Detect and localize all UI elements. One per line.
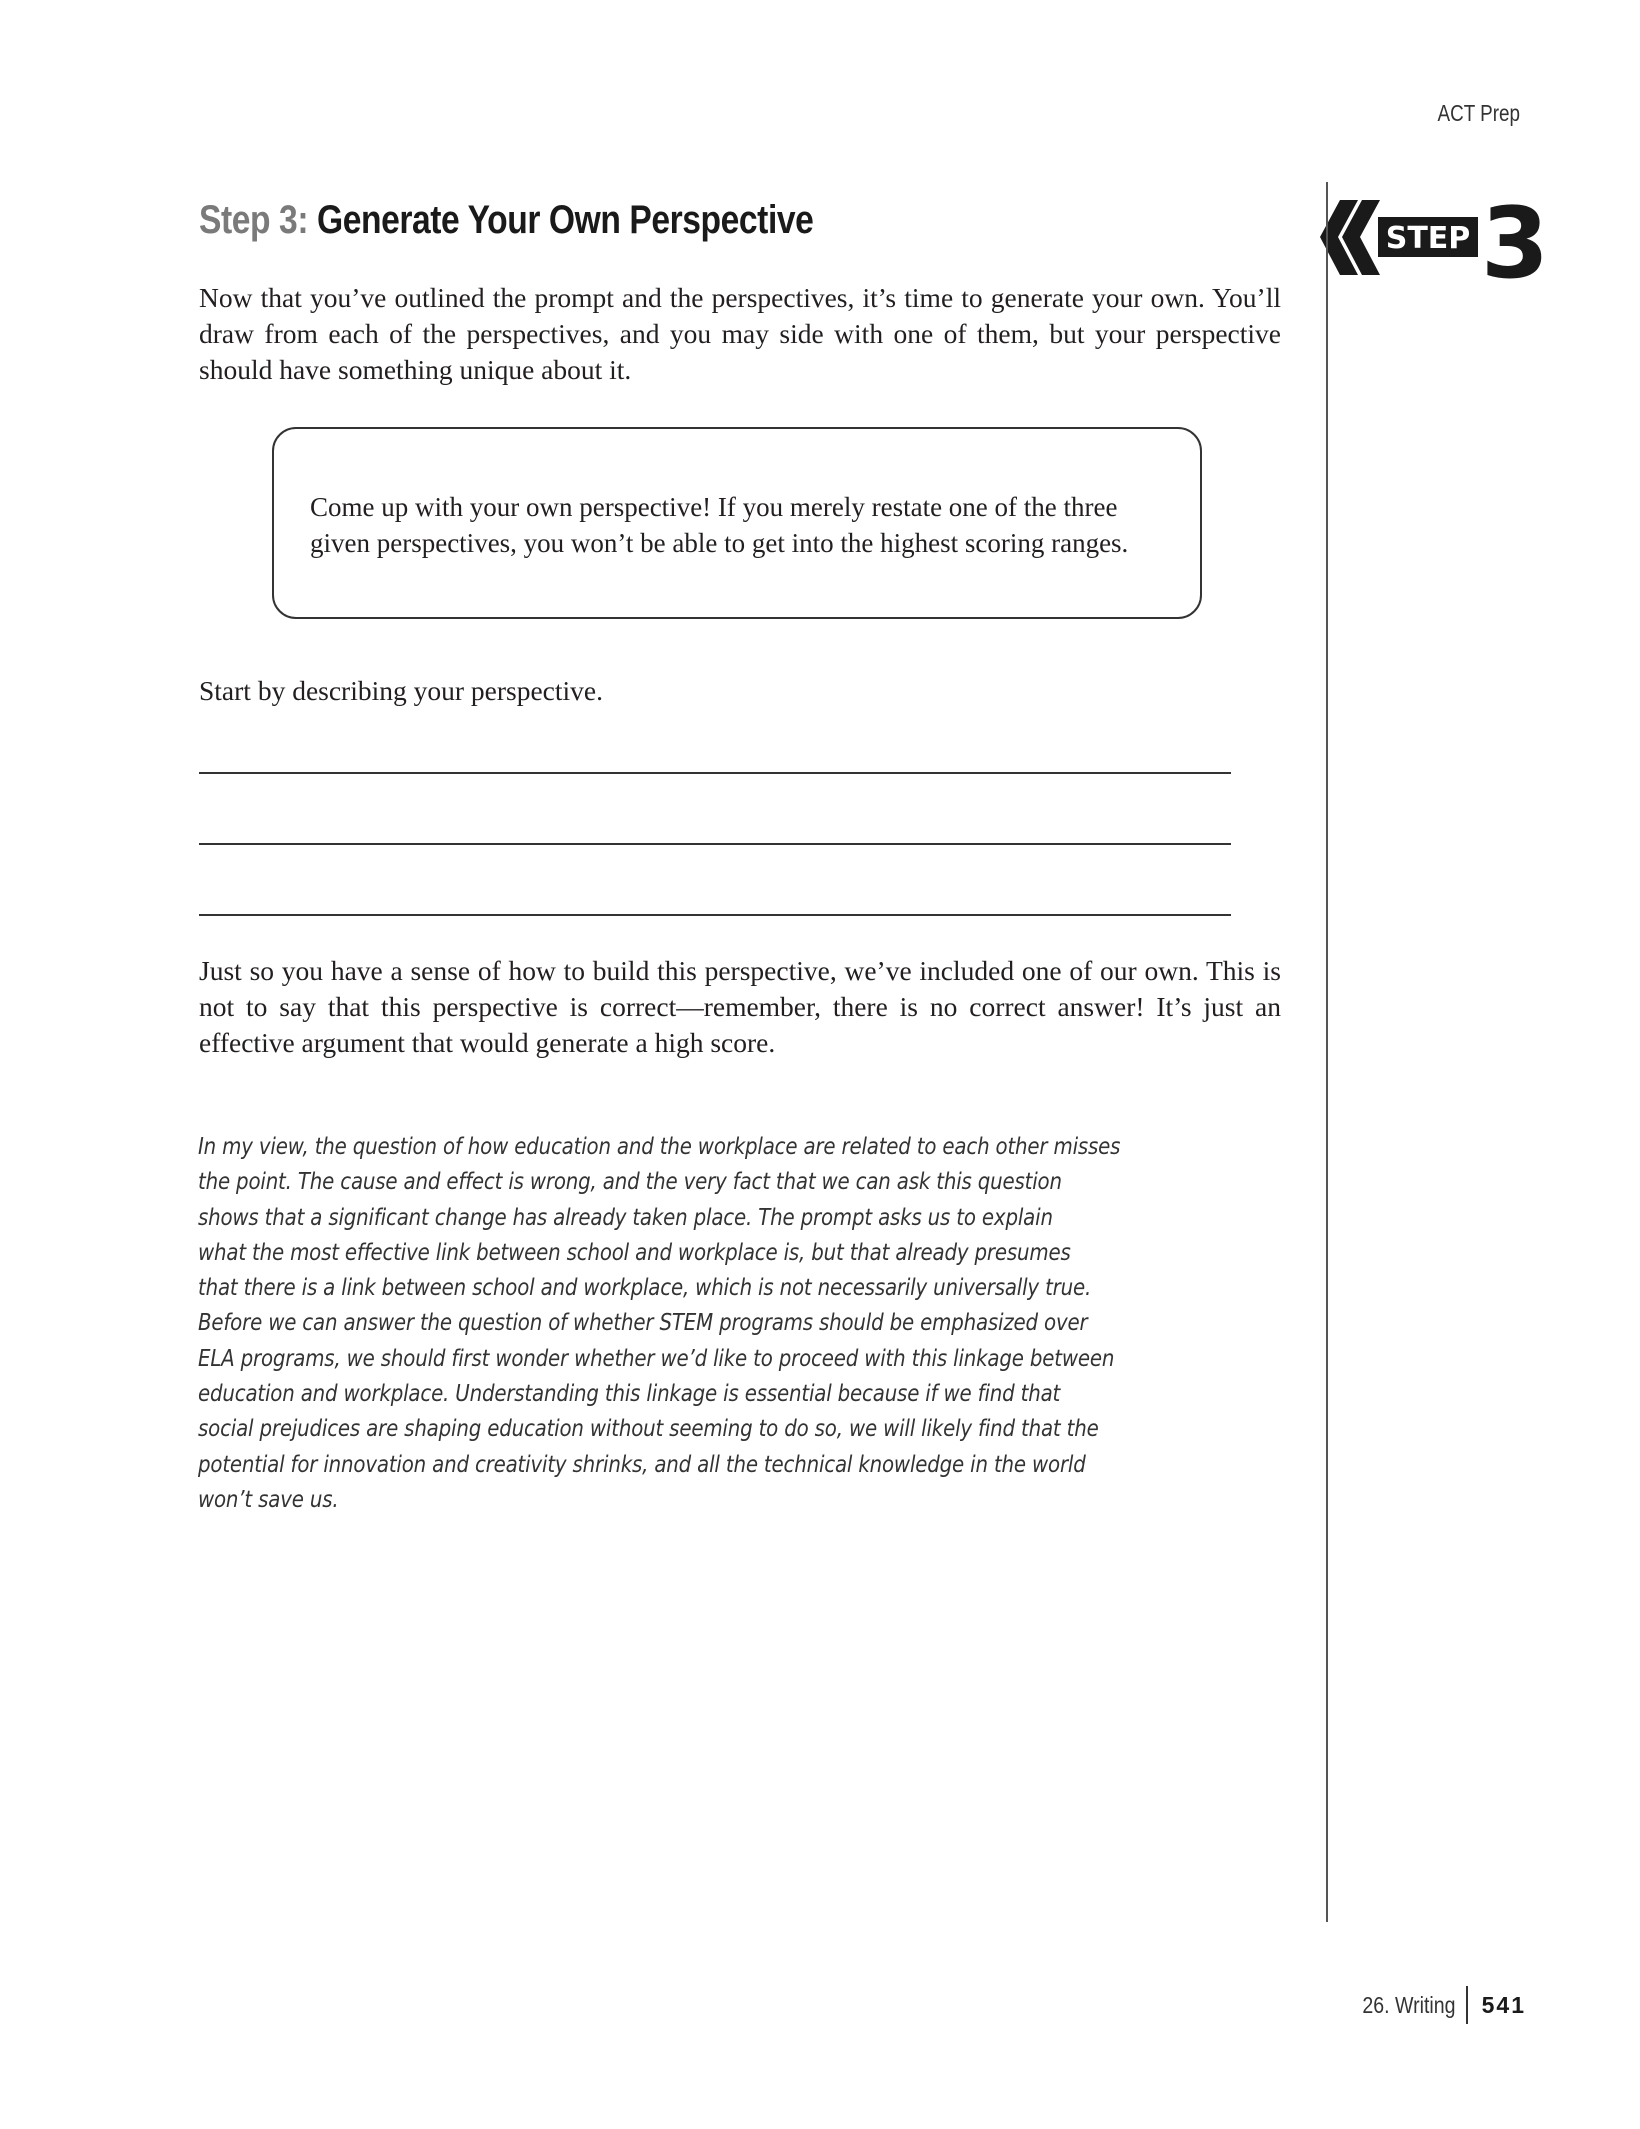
margin-rule [1326,182,1328,1922]
answer-line-2[interactable] [199,843,1231,845]
sample-line: social prejudices are shaping education without seeming to do so, we will likely find that the [198,1416,1099,1443]
step-title-text: Generate Your Own Perspective [317,198,814,242]
example-intro-paragraph: Just so you have a sense of how to build this perspective, we’ve included one of our own. This is not to say that this perspective is correct—remember, there is no correct answer! It’s just an effective argument that would generate a high score. [199,955,1281,1058]
page-number: 541 [1481,1991,1526,2018]
step-badge [1318,195,1548,285]
sample-line: potential for innovation and creativity shrinks, and all the technical knowledge in the world [198,1451,1086,1478]
running-head: ACT Prep [1437,100,1520,126]
answer-line-1[interactable] [199,772,1231,774]
step-badge-graphic [1318,195,1548,285]
tip-callout-box [272,427,1202,619]
answer-line-3[interactable] [199,914,1231,916]
section-title [199,198,813,243]
page-footer [1300,1985,1526,2025]
step-label: STEP [1385,221,1471,256]
callout-line: Come up with your own perspective! If you merely restate one of the three [310,492,1118,522]
tip-callout-text [310,489,1170,561]
sample-perspective [198,1130,1178,1518]
intro-paragraph: Now that you’ve outlined the prompt and the perspectives, it’s time to generate your own. You’ll draw from each of the perspectives, and you may side with one of them, but your perspective should have something unique about it. [199,282,1281,385]
sample-line: the point. The cause and effect is wrong, and the very fact that we can ask this question [198,1169,1062,1196]
sample-line: ELA programs, we should first wonder whether we’d like to proceed with this linkage between [198,1345,1115,1372]
double-chevron-left-icon [1320,200,1380,275]
sample-line: Before we can answer the question of whether STEM programs should be emphasized over [198,1310,1088,1337]
sample-line: won’t save us. [198,1486,339,1513]
exercise-prompt: Start by describing your perspective. [199,675,603,706]
sample-line: In my view, the question of how education and the workplace are related to each other misses [198,1134,1121,1160]
sample-line: that there is a link between school and workplace, which is not necessarily universally true. [198,1275,1092,1302]
sample-line: shows that a significant change has already taken place. The prompt asks us to explain [198,1204,1053,1231]
callout-line: given perspectives, you won’t be able to get into the highest scoring ranges. [310,528,1129,558]
sample-line: what the most effective link between school and workplace is, but that already presumes [198,1239,1071,1266]
step-label-text: Step 3: [199,198,309,242]
chapter-label: 26. Writing [1362,1991,1456,2018]
sample-line: education and workplace. Understanding this linkage is essential because if we find that [198,1381,1061,1408]
step-number: 3 [1480,195,1548,285]
footer-divider [1466,1986,1468,2024]
